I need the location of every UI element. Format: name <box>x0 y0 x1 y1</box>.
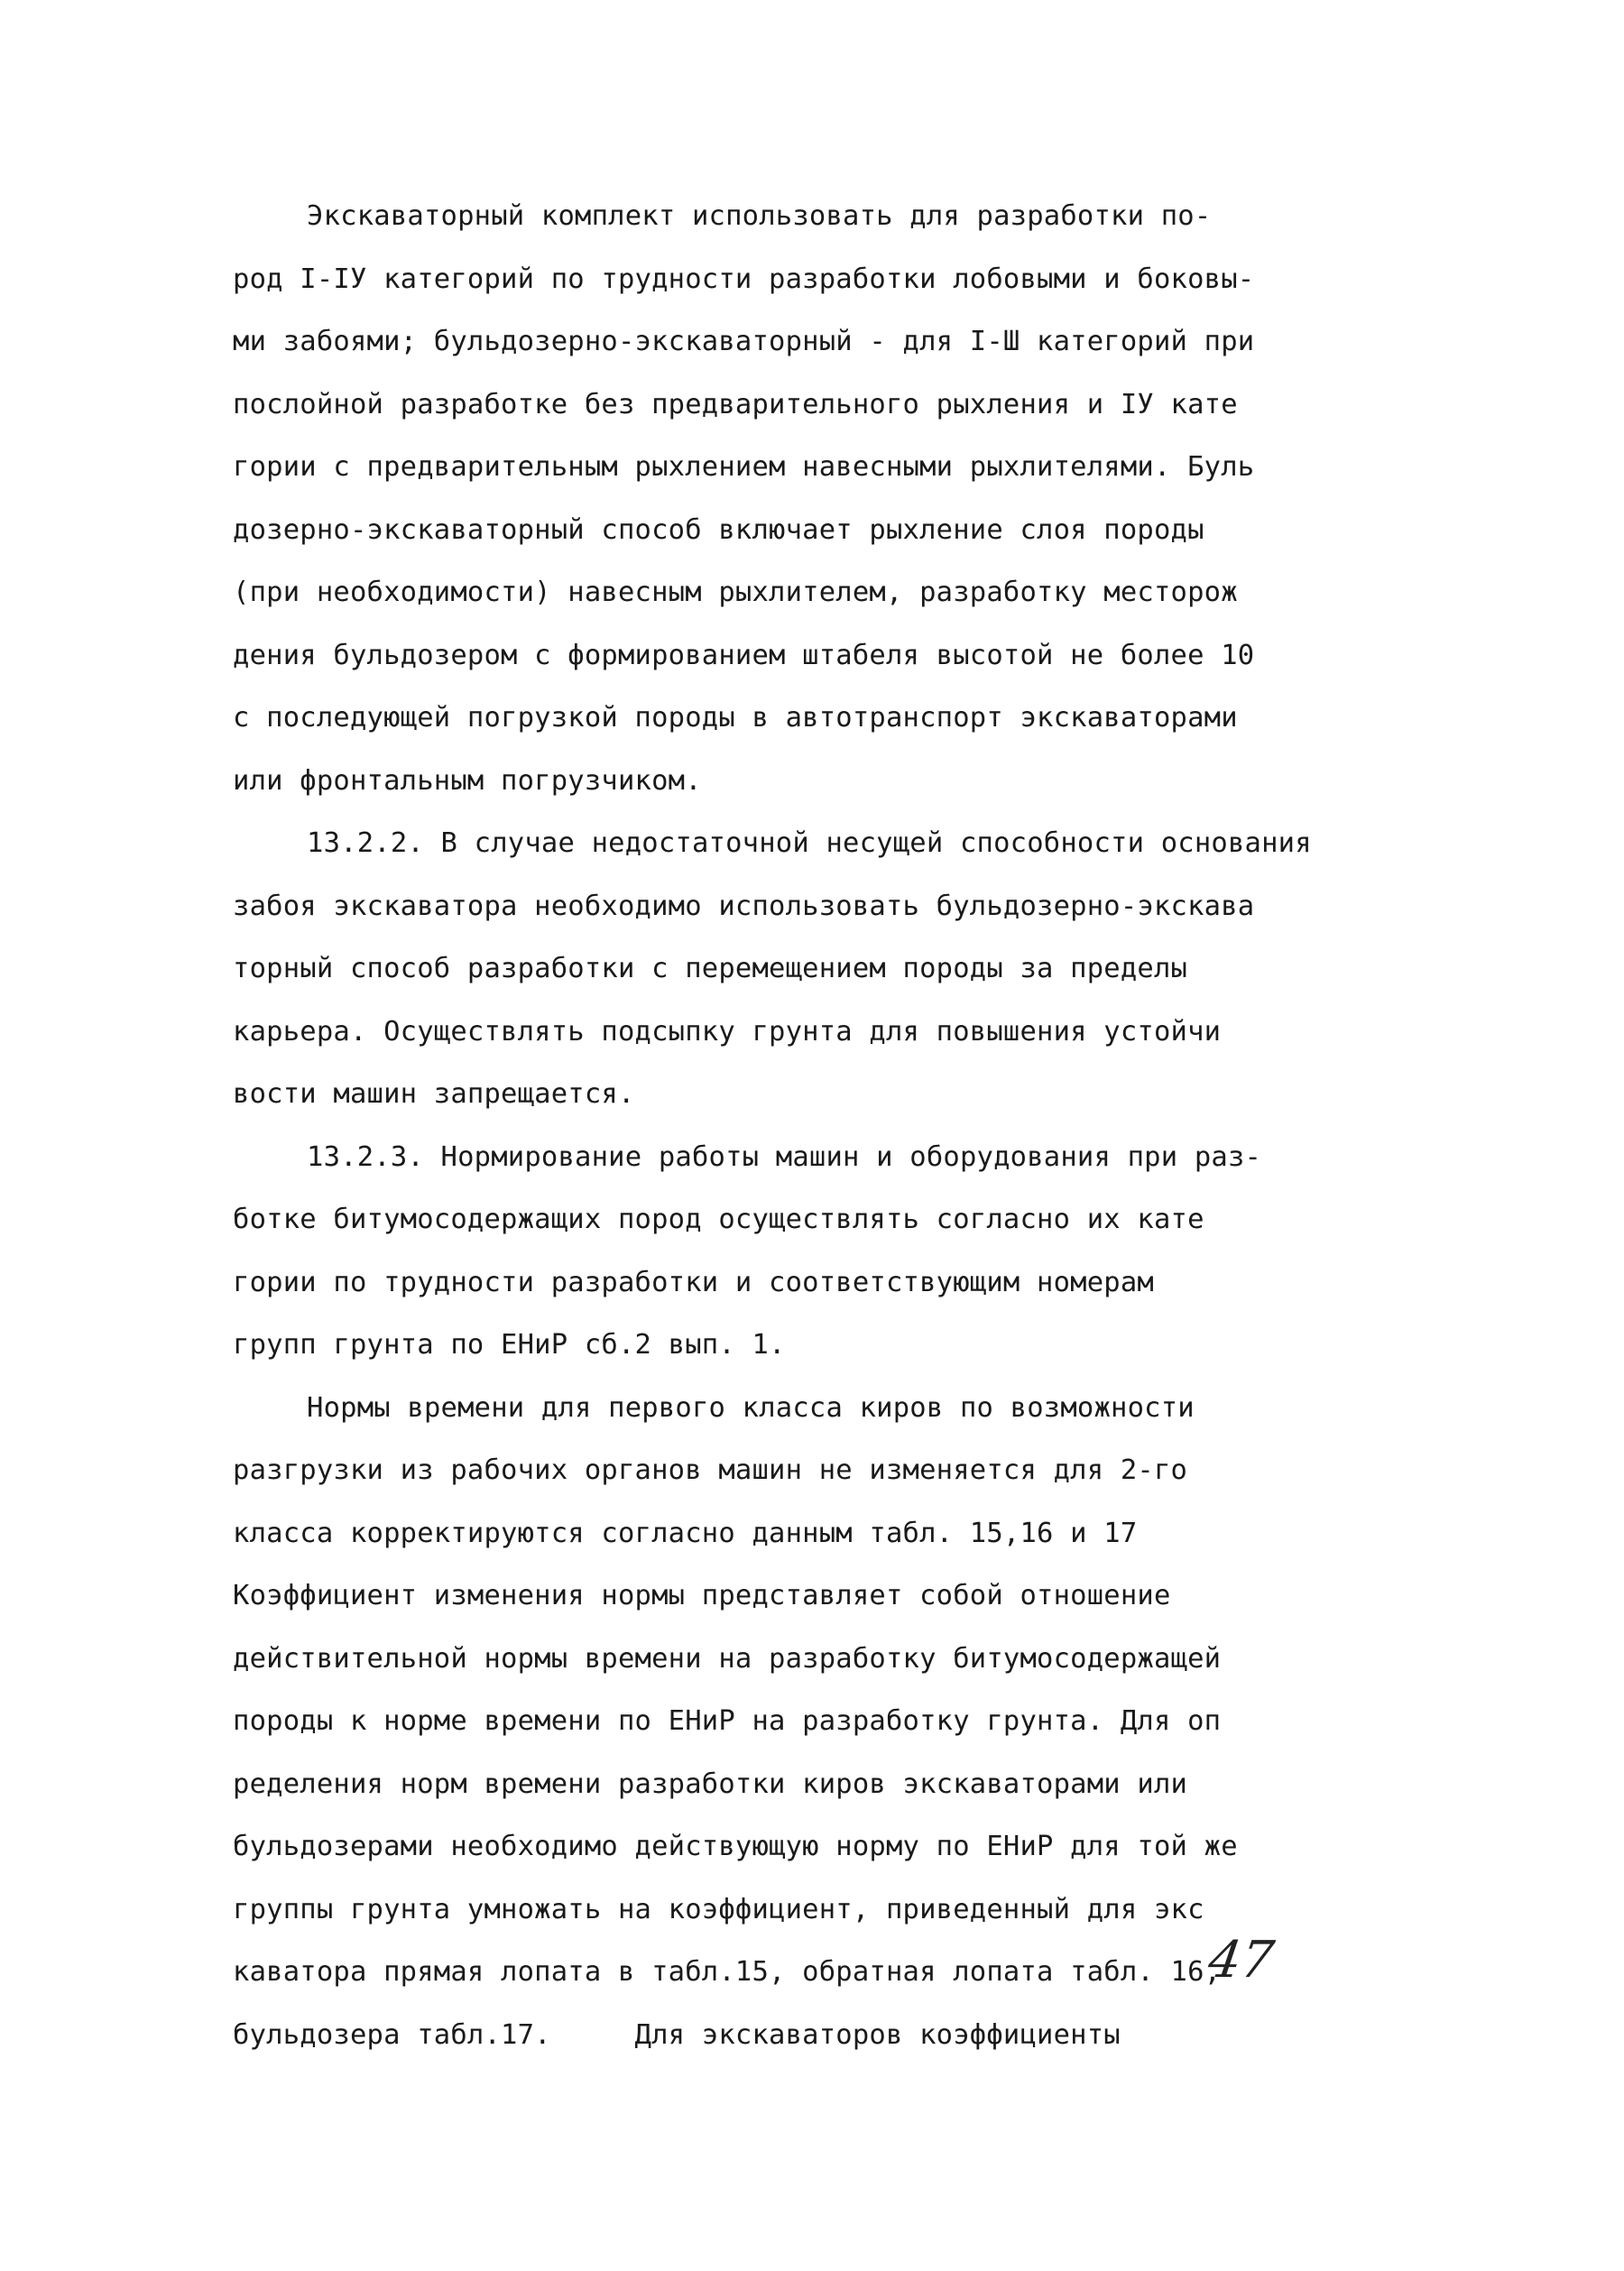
text-line: ределения норм времени разработки киров экскаваторами или <box>233 1768 1188 1800</box>
text-line: дозерно-экскаваторный способ включает рыхление слоя породы <box>233 513 1204 546</box>
text-line: Коэффициент изменения нормы представляет собой отношение <box>233 1580 1171 1611</box>
text-line: действительной нормы времени на разработку битумосодержащей <box>233 1642 1222 1675</box>
text-line: или фронтальным погрузчиком. <box>233 764 702 797</box>
text-line: забоя экскаватора необходимо использовать бульдозерно-экскава <box>233 890 1255 922</box>
body-text <box>233 185 1406 2066</box>
text-line: торный способ разработки с перемещением породы за пределы <box>233 953 1188 984</box>
text-line: бульдозера табл.17. Для экскаваторов коэффициенты <box>233 2018 1121 2051</box>
text-line: Нормы времени для первого класса киров по возможности <box>307 1391 1195 1424</box>
text-line: группы грунта умножать на коэффициент, приведенный для экс <box>233 1893 1204 1925</box>
text-line: породы к норме времени по ЕНиР на разработку грунта. Для оп <box>233 1705 1222 1737</box>
text-line: (при необходимости) навесным рыхлителем, разработку месторож <box>233 577 1238 608</box>
text-line: ботке битумосодержащих пород осуществлять согласно их кате <box>233 1204 1204 1235</box>
text-line: класса корректируются согласно данным табл. 15,16 и 17 <box>233 1517 1138 1549</box>
text-line: дения бульдозером с формированием штабеля высотой не более 10 <box>233 639 1255 671</box>
text-line: карьера. Осуществлять подсыпку грунта для повышения устойчи <box>233 1015 1222 1048</box>
text-line: Экскаваторный комплект использовать для разработки по- <box>307 200 1212 232</box>
text-line: групп грунта по ЕНиР сб.2 вып. 1. <box>233 1329 786 1361</box>
text-line: 13.2.3. Нормирование работы машин и оборудования при раз- <box>307 1140 1262 1173</box>
text-line: род I-IУ категорий по трудности разработки лобовыми и боковы- <box>233 263 1255 295</box>
text-line: ми забоями; бульдозерно-экскаваторный - для I-Ш категорий при <box>233 326 1255 357</box>
text-line: вости машин запрещается. <box>233 1078 635 1110</box>
text-line: гории по трудности разработки и соответствующим номерам <box>233 1266 1154 1298</box>
text-line: 13.2.2. В случае недостаточной несущей способности основания <box>307 827 1312 859</box>
text-line: каватора прямая лопата в табл.15, обратная лопата табл. 16, <box>233 1956 1222 1988</box>
text-line: с последующей погрузкой породы в автотранспорт экскаваторами <box>233 702 1238 734</box>
text-line: разгрузки из рабочих органов машин не изменяется для 2-го <box>233 1454 1188 1486</box>
text-line: послойной разработке без предварительного рыхления и IУ кате <box>233 388 1238 420</box>
page-number: 47 <box>1204 1931 1278 1989</box>
text-line: гории с предварительным рыхлением навесными рыхлителями. Буль <box>233 451 1255 483</box>
text-line: бульдозерами необходимо действующую норму по ЕНиР для той же <box>233 1831 1238 1862</box>
